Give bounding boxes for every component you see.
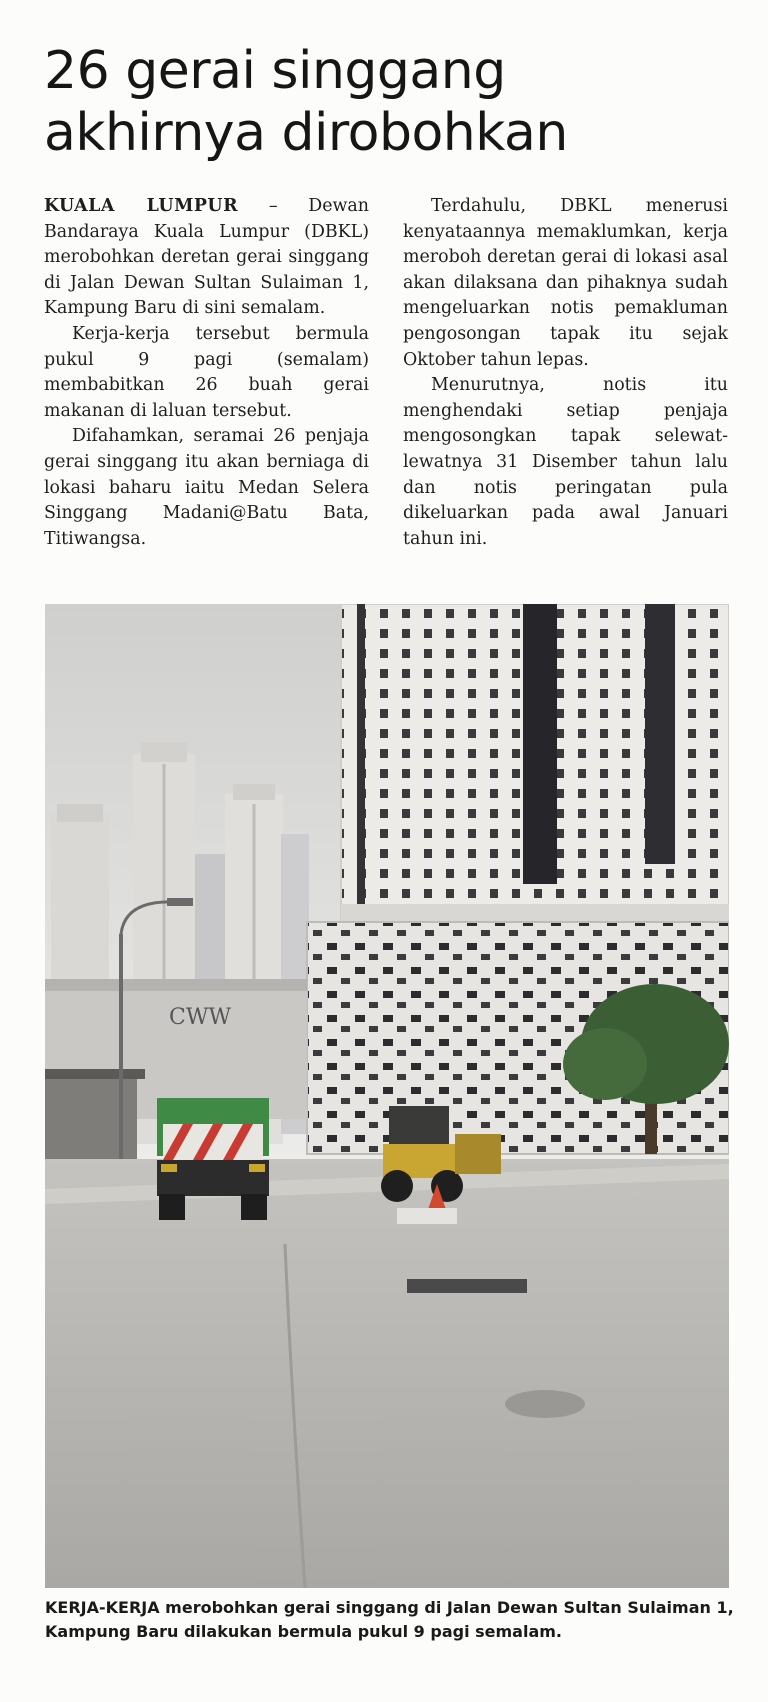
article-body <box>44 194 728 584</box>
photo-caption <box>45 1596 735 1644</box>
headline: 26 gerai singgang akhirnya dirobohkan <box>44 41 568 163</box>
paragraph: Difahamkan, seramai 26 penjaja gerai singgang itu akan berniaga di lokasi baharu iaitu Medan Selera Singgang Madani@Batu Bata, Titiwangsa. <box>44 426 369 549</box>
paragraph <box>44 194 369 322</box>
caption-lead: KERJA-KERJA <box>45 1598 160 1617</box>
paragraph-text: – Dewan Bandaraya Kuala Lumpur (DBKL) merobohkan deretan gerai singgang di Jalan Dewan Sultan Sulaiman 1, Kampung Baru di sini semalam. <box>44 196 369 319</box>
news-photo <box>45 604 729 1588</box>
road-patch <box>505 1390 585 1418</box>
right-column <box>403 194 728 584</box>
drain-grate <box>407 1279 527 1293</box>
road <box>45 1159 729 1588</box>
residential-tower <box>341 604 729 924</box>
left-column <box>44 194 369 584</box>
dateline: KUALA LUMPUR <box>44 196 239 216</box>
paragraph: Terdahulu, DBKL menerusi kenyataannya memaklumkan, kerja meroboh deretan gerai di lokasi asal akan dilaksana dan pihaknya sudah mengeluarkan notis pemakluman pengosongan tapak itu sejak Oktober tahun lepas. <box>403 196 728 370</box>
caption-text: merobohkan gerai singgang di Jalan Dewan Sultan Sulaiman 1, Kampung Baru dilakukan bermula pukul 9 pagi semalam. <box>45 1598 734 1641</box>
paragraph: Menurutnya, notis itu menghendaki setiap penjaja mengosongkan tapak selewat-lewatnya 31 Disember tahun lalu dan notis peringatan pula dikeluarkan pada awal Januari tahun ini. <box>403 375 728 549</box>
paragraph: Kerja-kerja tersebut bermula pukul 9 pagi (semalam) membabitkan 26 buah gerai makanan di laluan tersebut. <box>44 323 369 421</box>
building-sign: CWW <box>169 1005 232 1030</box>
demolition-site-illustration <box>45 604 729 1588</box>
